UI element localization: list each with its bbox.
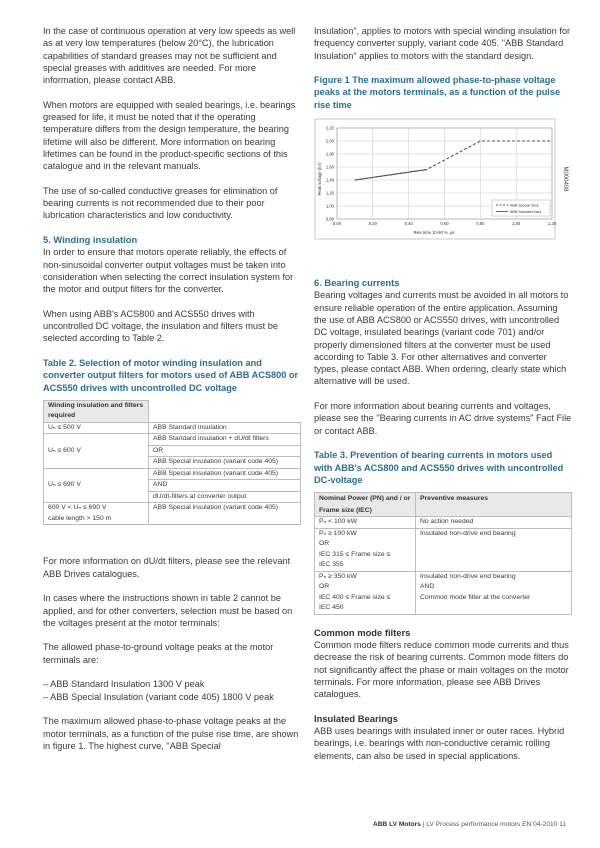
figure-code: M000408 [562,166,568,192]
paragraph: Insulation", applies to motors with special winding insulation for frequency converter supply, variant code 405. "ABB Standard Insulation" applies to motors with the standard design. [314,26,571,61]
y-tick-label: 0,80 [325,216,334,222]
table-cell: ABB Special insulation (variant code 405) [149,457,301,469]
legend-label: ABB Standard insul. [510,209,543,214]
x-tick-label: 0,20 [368,221,377,227]
y-tick-label: 2,20 [325,125,334,131]
table-cell: OR [149,445,301,457]
y-tick-label: 1,80 [325,151,334,157]
x-tick-label: 0,40 [404,221,413,227]
y-tick-label: 1,00 [325,203,334,209]
y-tick-label: 1,60 [325,164,334,170]
table-cell: ABB Standard insulation [149,422,301,434]
table-cell: Uₙ ≤ 500 V [44,422,149,434]
table-cell: ABB Standard insulation + dU/dt filters [149,434,301,446]
paragraph: The use of so-called conductive greases for elimination of bearing currents is not recommended due to their poor lubrication characteristics and low conductivity. [43,185,278,221]
paragraph: For more information about bearing currents and voltages, please see the "Bearing currents in AC drive systems" Fact File or contact ABB. [314,401,572,436]
paragraph: The allowed phase-to-ground voltage peaks at the motor terminals are: [43,642,274,665]
table-header-cell: Preventive measures [416,493,572,517]
paragraph: The maximum allowed phase-to-phase voltage peaks at the motor terminals, as a function of the pulse rise time, are shown in figure 1. The highest curve, "ABB Special [43,716,299,751]
table-header-cell: Nominal Power (PN) and / or Frame size (IEC) [315,493,416,517]
cell-line: Pₙ ≥ 100 kW [319,529,357,537]
right-column [314,25,572,774]
table-cell [44,503,149,525]
subheading-common-mode-filters: Common mode filters [314,626,411,638]
x-tick-label: 0,60 [440,221,449,227]
cell-line: Pₙ ≥ 350 kW [319,572,357,580]
legend-label: ABB Special insul. [510,203,540,208]
voltage-peak-list [43,678,301,703]
cell-line: IEC 400 ≤ Frame size ≤ [319,593,391,601]
paragraph: In the case of continuous operation at very low speeds as well as at very low temperatures (below 20°C), the lubrication capabilities of standard greases may not be sufficient and special greases with additives are needed. For more information, please contact ABB. [43,26,296,86]
table-cell: ABB Special insulation (variant code 405) [149,468,301,480]
chart-svg [314,117,572,267]
table-cell [315,528,416,571]
footer-text: | LV Process performance motors EN 04-2010 11 [420,821,566,828]
table-cell: AND [149,480,301,492]
cell-line: IEC 315 ≤ Frame size ≤ [319,550,391,558]
cell-line: IEC 355 [319,561,344,569]
table-3-caption: Table 3. Prevention of bearing currents in motors used with ABB's ACS800 and ACS550 drives with uncontrolled DC-voltage [314,450,564,485]
footer-brand: ABB LV Motors [372,821,421,828]
table-3 [314,492,572,615]
table-cell: Uₙ ≤ 690 V [44,468,149,503]
list-item: – ABB Standard Insulation 1300 V peak [43,678,301,690]
y-tick-label: 1,20 [325,190,334,196]
y-tick-label: 1,40 [325,177,334,183]
paragraph: Bearing voltages and currents must be avoided in all motors to ensure reliable operation of the entire application. Assuming the use of ABB ACS800 or ACS550 drives, with uncontrolled DC voltage, insulated bearings (variant code 701) and/or properly dimensioned filters at the converter must be used according to Table 3. For other alternatives and converter types, please contact ABB. When ordering, clearly state which alternative will be used. [314,290,569,387]
table-cell: dU/dt-filters at converter output [149,491,301,503]
y-axis-label: Peak voltage (kV) [317,162,322,196]
table-cell: Insulated non-drive end bearing [416,528,572,571]
cell-line: 600 V < Uₙ ≤ 690 V [48,504,107,512]
x-axis-label: Rise time 10-90 %, μs [413,230,455,236]
cell-line: cable length > 150 m [48,514,112,522]
table-cell: Uₙ ≤ 600 V [44,434,149,469]
x-tick-label: 1,20 [547,221,557,227]
subheading-insulated-bearings: Insulated Bearings [314,712,398,724]
paragraph: For more information on dU/dt filters, please see the relevant ABB Drives catalogues. [43,556,291,579]
section-heading-winding-insulation: 5. Winding insulation [43,234,138,246]
table-cell: Pₙ < 100 kW [315,517,416,529]
table-cell [315,571,416,614]
paragraph: In cases where the instructions shown in table 2 cannot be applied, and for other converters, selection must be based on the voltages present at the motor terminals: [43,593,293,628]
section-heading-bearing-currents: 6. Bearing currents [314,277,400,289]
paragraph: ABB uses bearings with insulated inner or outer races. Hybrid bearings, i.e. bearings with non-conductive ceramic rolling elements, can also be used in special applications. [314,726,565,761]
y-tick-label: 2,00 [325,138,334,144]
paragraph: Common mode filters reduce common mode currents and thus decrease the risk of bearing currents. Common mode filters do not significantly affect the phase or main voltages on the motor terminals. For more information, please see ABB Drives catalogues. [314,639,569,700]
table-cell: ABB Special insulation (variant code 405) [149,503,301,525]
x-tick-label: 1,00 [512,221,521,227]
cell-line: AND [420,583,435,591]
list-item: – ABB Special Insulation (variant code 405) 1800 V peak [43,691,301,703]
x-tick-label: 0,80 [476,221,485,227]
table-cell: No action needed [416,517,572,529]
cell-line: OR [319,540,330,548]
figure-1-chart [314,117,572,267]
paragraph: In order to ensure that motors operate reliably, the effects of non-sinusoidal converter output voltages must be taken into consideration when selecting the correct insulation system for the motor and output filters for the converter. [43,247,294,295]
page-footer [373,821,566,828]
cell-line: Insulated non-drive end bearing [420,572,516,580]
table-2 [43,400,301,526]
left-column [43,25,301,764]
x-tick-label: 0,00 [332,221,342,227]
cell-line: OR [319,583,330,591]
cell-line: IEC 450 [319,604,344,612]
table-2-caption: Table 2. Selection of motor winding insulation and converter output filters for motors used of ABB ACS800 or ACS550 drives with uncontrolled DC voltage [43,358,299,393]
table-header-empty [149,400,301,422]
paragraph: When motors are equipped with sealed bearings, i.e. bearings greased for life, it must be noted that if the operating temperature differs from the design temperature, the bearing lifetime will also be different. More information on bearing lifetimes can be found in the product-specific sections of this catalogue and in the relevant manuals. [43,99,296,172]
table-cell [416,571,572,614]
paragraph: When using ABB's ACS800 and ACS550 drives with uncontrolled DC voltage, the insulation and filters must be selected according to Table 2. [43,308,278,344]
table-header-cell: Winding insulation and filters required [44,400,149,422]
figure-1-caption: Figure 1 The maximum allowed phase-to-phase voltage peaks at the motors terminals, as a function of the pulse rise time [314,75,561,110]
cell-line: Common mode filter at the converter [420,593,531,601]
